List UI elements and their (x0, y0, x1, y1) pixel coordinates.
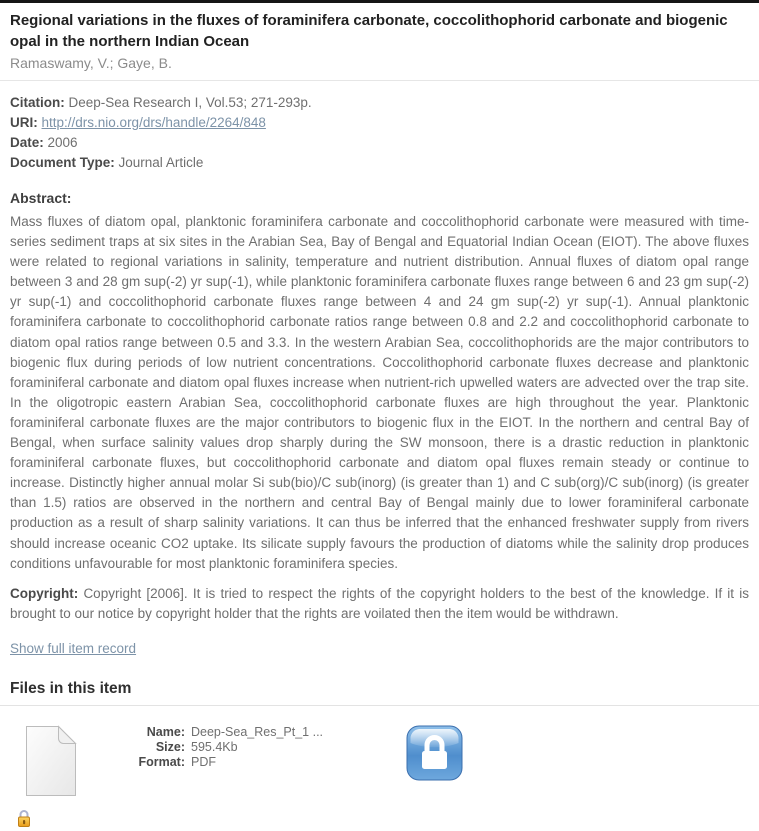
file-name-value: Deep-Sea_Res_Pt_1 ... (191, 724, 324, 739)
file-metadata (125, 725, 323, 770)
uri-link[interactable]: http://drs.nio.org/drs/handle/2264/848 (41, 115, 266, 130)
abstract-text: Mass fluxes of diatom opal, planktonic foraminifera carbonate and coccolithophorid carbonate were measured with time-series sediment traps at six sites in the Arabian Sea, Bay of Bengal and Equatorial Indian Ocean (EIOT). The above fluxes were related to regional variations in salinity, temperature and nutrient distribution. Annual fluxes of diatom opal range between 3 and 28 gm sup(-2) yr sup(-1), while planktonic foraminifera carbonate fluxes range between 6 and 23 gm sup(-2) yr sup(-1) and coccolithophorid carbonate fluxes range between 4 and 24 gm sup(-2) yr sup(-1). Annual planktonic foraminifera carbonate to coccolithophorid carbonate ratios range between 0.8 and 2.2 and coccolithophorid carbonate to diatom opal ratios range between 0.5 and 3.3. In the western Arabian Sea, coccolithophorids are the major contributors to biogenic flux during periods of low nutrient concentrations. Coccolithophorid carbonate fluxes decrease and planktonic foraminiferal carbonate and diatom opal fluxes increase when nutrient-rich upwelled waters are advected over the trap site. In the oligotropic eastern Arabian Sea, coccolithophorid carbonate fluxes are high throughout the year. Planktonic foraminiferal carbonate fluxes are the major contributors to biogenic flux in the EIOT. In the northern and central Bay of Bengal, when surface salinity values drop sharply during the SW monsoon, there is a drastic reduction in planktonic foraminiferal carbonate fluxes, but coccolithophorid carbonate and diatom opal fluxes remain steady or continue to increase. Distinctly higher annual molar Si sub(bio)/C sub(inorg) (is greater than 1) and C sub(org)/C sub(inorg) (is greater than 1.5) ratios are observed in the northern and central Bay of Bengal mainly due to lower foraminiferal carbonate production as a result of sharp salinity variations. It can thus be inferred that the enhanced freshwater supply from rivers should increase oceanic CO2 uptake. Its silicate supply favours the production of diatoms while the salinity drop produces conditions unfavourable for most planktonic foraminifera species. (10, 214, 749, 571)
page-title: Regional variations in the fluxes of foraminifera carbonate, coccolithophorid carbonate and biogenic opal in the northern Indian Ocean (10, 12, 728, 50)
file-name-row (125, 725, 323, 740)
file-size-label: Size: (155, 739, 185, 754)
abstract-heading: Abstract: (10, 190, 72, 206)
date-row (10, 133, 749, 153)
show-full-item-record-link[interactable]: Show full item record (10, 640, 137, 656)
doctype-row (10, 153, 749, 173)
authors-line: Ramaswamy, V.; Gaye, B. (10, 55, 172, 71)
date-value: 2006 (47, 135, 78, 150)
citation-label: Citation: (10, 95, 65, 110)
citation-row (10, 93, 749, 113)
locked-item-padlock-icon (17, 808, 31, 831)
header-divider (0, 80, 759, 81)
doctype-value: Journal Article (118, 155, 204, 170)
copyright-paragraph (10, 584, 749, 624)
citation-value: Deep-Sea Research I, Vol.53; 271-293p. (68, 95, 312, 110)
blank-document-icon[interactable] (25, 725, 77, 800)
uri-row (10, 113, 749, 133)
files-heading: Files in this item (10, 679, 132, 697)
copyright-label: Copyright: (10, 585, 79, 601)
file-row (10, 725, 749, 800)
restricted-access-padlock-icon[interactable] (406, 725, 463, 784)
file-size-row (125, 740, 323, 755)
file-format-value: PDF (191, 754, 216, 769)
uri-label: URI: (10, 115, 38, 130)
file-format-label: Format: (138, 754, 185, 769)
copyright-text: Copyright [2006]. It is tried to respect the rights of the copyright holders to the best of the knowledge. If it is brought to our notice by copyright holder that the rights are voilated then the item would be withdrawn. (10, 585, 749, 621)
item-record-page (0, 10, 759, 831)
date-label: Date: (10, 135, 44, 150)
file-size-value: 595.4Kb (191, 739, 238, 754)
files-section-header (0, 680, 759, 706)
file-name-label: Name: (146, 724, 185, 739)
top-border-bar (0, 0, 759, 3)
file-format-row (125, 755, 323, 770)
doctype-label: Document Type: (10, 155, 115, 170)
